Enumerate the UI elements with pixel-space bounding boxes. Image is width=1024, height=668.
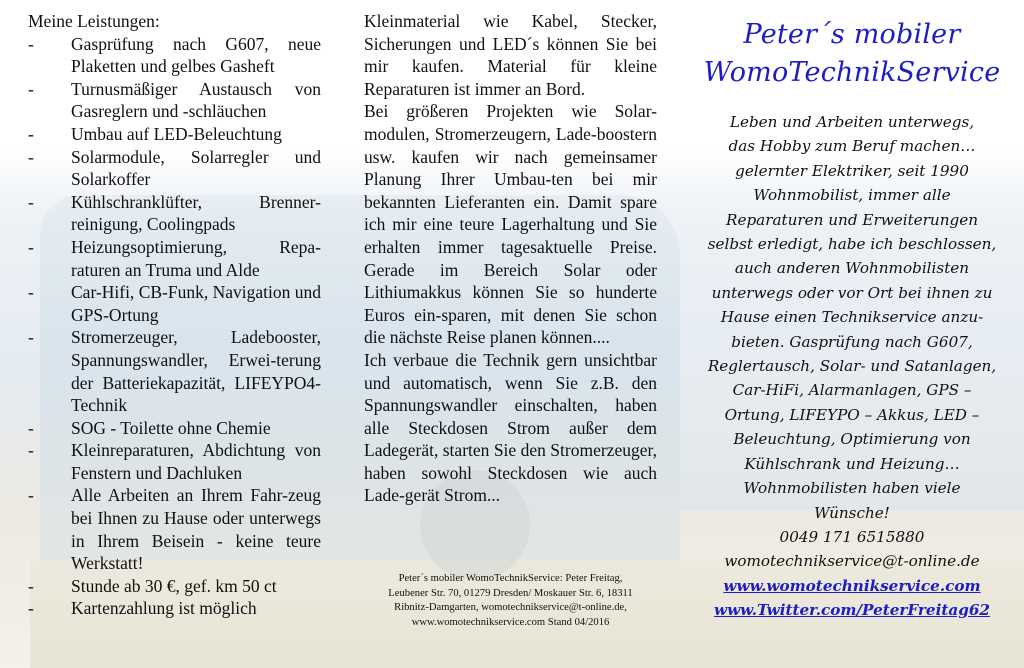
- list-item: [28, 33, 321, 78]
- intro-line: selbst erledigt, habe ich beschlossen,: [707, 235, 997, 254]
- website-link[interactable]: www.womotechnikservice.com: [723, 576, 981, 595]
- intro-text: [700, 110, 1004, 525]
- services-column: [28, 10, 321, 620]
- service-item-text: SOG - Toilette ohne Chemie: [71, 417, 271, 438]
- service-item-text: Kleinreparaturen, Abdichtung von Fenstern und Dachluken: [71, 440, 321, 483]
- intro-line: Reparaturen und Erweiterungen: [726, 210, 978, 229]
- list-dash: -: [28, 191, 34, 212]
- list-item: [28, 191, 321, 236]
- service-item-text: Kartenzahlung ist möglich: [71, 598, 257, 619]
- intro-line: Ortung, LIFEYPO – Akkus, LED –: [724, 405, 980, 424]
- list-dash: -: [28, 575, 34, 596]
- materials-column: [364, 10, 657, 507]
- services-list: [28, 33, 321, 620]
- services-heading: Meine Leistungen:: [28, 11, 160, 31]
- service-item-text: Umbau auf LED-Beleuchtung: [71, 123, 282, 144]
- cover-column: [700, 16, 1004, 623]
- service-item-text: Gasprüfung nach G607, neue Plaketten und gelbes Gasheft: [71, 33, 321, 77]
- list-item: [28, 146, 321, 191]
- intro-line: Beleuchtung, Optimierung von: [733, 430, 971, 449]
- intro-line: Wohnmobilisten haben viele: [743, 479, 961, 498]
- list-dash: -: [28, 123, 34, 144]
- imprint-line: Leubener Str. 70, 01279 Dresden/ Moskauer Str. 6, 18311: [388, 587, 633, 599]
- imprint-line: Peter´s mobiler WomoTechnikService: Peter Freitag,: [398, 573, 623, 584]
- intro-line: bieten. Gasprüfung nach G607,: [731, 332, 973, 351]
- list-item: [28, 439, 321, 484]
- list-item: [28, 597, 321, 620]
- list-dash: -: [28, 146, 34, 167]
- intro-line: auch anderen Wohnmobilisten: [734, 259, 970, 278]
- intro-line: unterwegs oder vor Ort bei ihnen zu: [711, 283, 993, 302]
- intro-line: Wohnmobilist, immer alle: [753, 186, 951, 205]
- list-dash: -: [28, 282, 34, 303]
- list-item: [28, 78, 321, 123]
- list-dash: -: [28, 440, 34, 461]
- imprint-block: [364, 572, 657, 630]
- list-dash: -: [28, 417, 34, 438]
- materials-paragraph: Kleinmaterial wie Kabel, Stecker, Sicherungen und LED´s können Sie bei mir kaufen. Material für kleine Reparaturen ist immer an Bord.: [364, 11, 657, 99]
- list-item: [28, 123, 321, 146]
- service-item-text: Solarmodule, Solarregler und Solarkoffer: [71, 146, 321, 190]
- service-item-text: Kühlschranklüfter, Brenner-reinigung, Coolingpads: [71, 191, 321, 235]
- list-dash: -: [28, 236, 34, 257]
- imprint-line: www.womotechnikservice.com Stand 04/2016: [411, 616, 610, 628]
- service-item-text: Turnusmäßiger Austausch von Gasreglern und -schläuchen: [71, 78, 321, 122]
- intro-line: Leben und Arbeiten unterwegs,: [729, 113, 975, 131]
- brand-title-line2: WomoTechnikService: [703, 57, 1001, 88]
- list-dash: -: [28, 33, 34, 54]
- list-item: [28, 575, 321, 598]
- contact-block: [700, 525, 1004, 623]
- email-address: womotechnikservice@t-online.de: [724, 552, 980, 571]
- list-dash: -: [28, 78, 34, 99]
- service-item-text: Heizungsoptimierung, Repa-raturen an Truma und Alde: [71, 236, 321, 280]
- intro-line: Kühlschrank und Heizung…: [744, 454, 960, 473]
- service-item-text: Car-Hifi, CB-Funk, Navigation und GPS-Ortung: [71, 282, 321, 325]
- list-item: [28, 417, 321, 440]
- intro-line: Wünsche!: [814, 503, 890, 522]
- list-item: [28, 484, 321, 574]
- list-dash: -: [28, 598, 34, 619]
- list-item: [28, 236, 321, 281]
- brand-title-line1: Peter´s mobiler: [743, 19, 961, 50]
- projects-paragraph: Bei größeren Projekten wie Solar-modulen, Stromerzeugern, Lade-boostern usw. kaufen wir nach gemeinsamer Planung Ihrer Umbau-ten bei mir bekannten Lieferanten ein. Damit spare ich mir eine teure Lagerhaltung und Sie erhalten immer tagesaktuelle Preise. Gerade im Bereich Solar oder Lithiumakkus können Sie so hunderte Euros ein-sparen, mit denen Sie schon die nächste Reise planen können....: [364, 101, 657, 348]
- phone-number: 0049 171 6515880: [779, 527, 925, 546]
- service-item-text: Stromerzeuger, Ladebooster, Spannungswandler, Erwei-terung der Batteriekapazität, LIFEYPO4-Technik: [71, 327, 321, 416]
- list-item: [28, 326, 321, 416]
- imprint-line: Ribnitz-Damgarten, womotechnikservice@t-online.de,: [394, 602, 627, 613]
- intro-line: das Hobby zum Beruf machen…: [728, 137, 976, 156]
- intro-line: Car-HiFi, Alarmanlagen, GPS –: [732, 381, 972, 400]
- list-dash: -: [28, 327, 34, 348]
- installation-paragraph: Ich verbaue die Technik gern unsichtbar und automatisch, wenn Sie z.B. den Spannungswandler einschalten, haben alle Steckdosen Strom außer dem Ladegerät, starten Sie den Stromerzeuger, haben sowohl Steckdosen wie auch Lade-gerät Strom...: [364, 349, 657, 506]
- intro-line: Reglertausch, Solar- und Satanlagen,: [707, 357, 997, 376]
- list-dash: -: [28, 485, 34, 506]
- service-item-text: Alle Arbeiten an Ihrem Fahr-zeug bei Ihnen zu Hause oder unterwegs in Ihrem Beisein - keine teure Werkstatt!: [71, 485, 321, 574]
- service-item-text: Stunde ab 30 €, gef. km 50 ct: [71, 575, 277, 596]
- twitter-link[interactable]: www.Twitter.com/PeterFreitag62: [714, 601, 990, 620]
- intro-line: gelernter Elektriker, seit 1990: [735, 161, 969, 180]
- list-item: [28, 281, 321, 326]
- intro-line: Hause einen Technikservice anzu-: [720, 308, 984, 327]
